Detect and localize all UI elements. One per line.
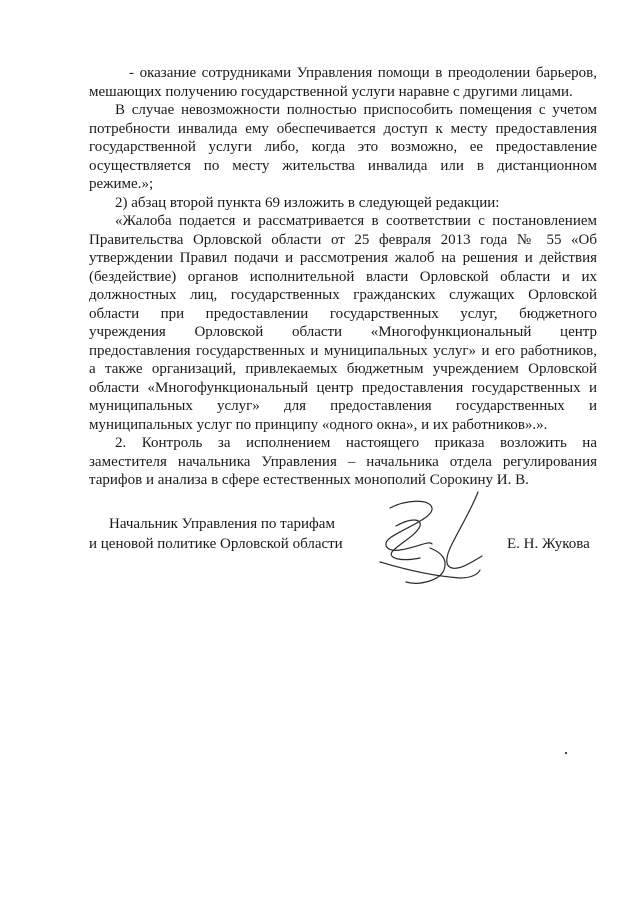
text-line: режиме.»;	[89, 176, 154, 192]
text-line: - оказание сотрудниками Управления помощи в преодолении барьеров,	[129, 65, 597, 81]
document-body	[89, 64, 597, 490]
text-line: осуществляется по месту жительства инвалида или в дистанционном	[89, 157, 597, 174]
text-line: утверждении Правил подачи и рассмотрения жалоб на решения и действия	[89, 250, 597, 266]
text-line: должностных лиц, государственных гражданских служащих Орловской	[89, 287, 597, 303]
text-line: области при предоставлении государственных услуг, бюджетного	[89, 305, 597, 322]
text-line: мешающих получению государственной услуги наравне с другими лицами.	[89, 83, 573, 100]
text-line: муниципальных услуг» для предоставления государственных и	[89, 398, 597, 414]
text-line: потребности инвалида ему обеспечивается доступ к месту предоставления	[89, 120, 597, 137]
text-line: «Жалоба подается и рассматривается в соответствии с постановлением	[115, 213, 597, 229]
signatory-name: Е. Н. Жукова	[507, 536, 590, 552]
text-line: 2. Контроль за исполнением настоящего приказа возложить на	[115, 435, 597, 451]
text-line: 2) абзац второй пункта 69 изложить в следующей редакции:	[115, 194, 500, 211]
text-line: учреждения Орловской области «Многофункциональный центр	[89, 324, 597, 340]
text-line: Правительства Орловской области от 25 февраля 2013 года № 55 «Об	[89, 231, 597, 248]
text-line: муниципальных услуг по принципу «одного окна», и их работников».».	[89, 416, 548, 433]
handwritten-signature	[360, 478, 510, 594]
text-line: (бездействие) органов исполнительной власти Орловской области и их	[89, 268, 597, 285]
text-line: заместителя начальника Управления – начальника отдела регулирования	[89, 453, 597, 470]
text-line: В случае невозможности полностью приспособить помещения с учетом	[115, 102, 597, 118]
text-line: предоставления государственных и муниципальных услуг» и его работников,	[89, 342, 597, 359]
position-line-1: Начальник Управления по тарифам	[109, 516, 335, 532]
text-line: а также организаций, привлекаемых бюджетным учреждением Орловской	[89, 361, 597, 377]
text-line: области «Многофункциональный центр предоставления государственных и	[89, 379, 597, 396]
signatory-position	[89, 514, 343, 554]
text-line: тарифов и анализа в сфере естественных монополий Сорокину И. В.	[89, 472, 529, 488]
text-line: государственной услуги либо, когда это возможно, ее предоставление	[89, 139, 597, 155]
position-line-2: и ценовой политике Орловской области	[89, 536, 343, 552]
scan-speck	[565, 752, 567, 754]
